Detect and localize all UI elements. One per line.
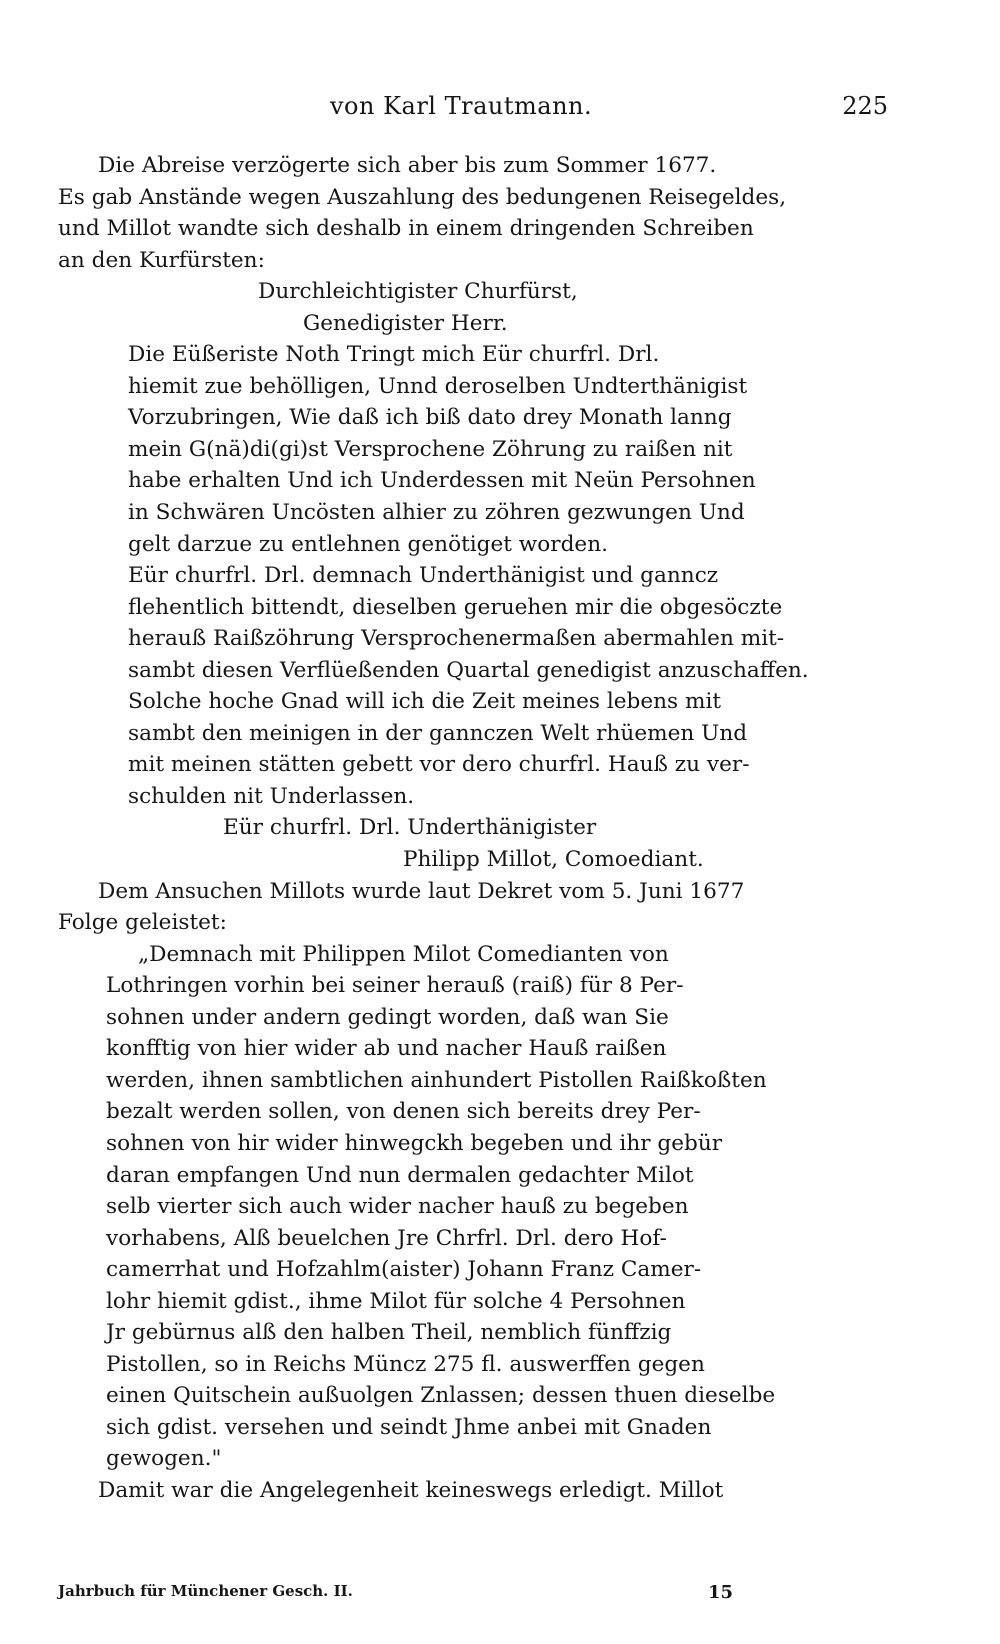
text-line: Vorzubringen, Wie daß ich biß dato drey Monath lanng [128,405,732,431]
page-header [130,92,890,132]
quote-line: camerrhat und Hofzahlm(aister) Johann Franz Camer- [106,1257,702,1283]
quote-line: sohnen under andern gedingt worden, daß wan Sie [106,1004,669,1030]
text-line: in Schwären Uncösten alhier zu zöhren gezwungen Und [128,500,745,526]
text-line: schulden nit Underlassen. [128,783,415,809]
text-line: sambt diesen Verflüeßenden Quartal genedigist anzuschaffen. [128,657,809,683]
quote-line: lohr hiemit gdist., ihme Milot für solche 4 Persohnen [106,1288,686,1314]
text-line: Dem Ansuchen Millots wurde laut Dekret vom 5. Juni 1677 [98,878,745,904]
text-line: mein G(nä)di(gi)st Versprochene Zöhrung zu raißen nit [128,436,733,462]
page-footer [58,1582,878,1612]
running-title: von Karl Trautmann. [330,92,593,120]
text-line: hiemit zue behölligen, Unnd deroselben Undterthänigist [128,373,748,399]
text-line: Die Abreise verzögerte sich aber bis zum Sommer 1677. [98,153,717,178]
text-line: flehentlich bittendt, dieselben geruehen mir die obgesöczte [128,594,783,620]
quote-line: vorhabens, Alß beuelchen Jre Chrfrl. Drl. dero Hof- [106,1225,667,1251]
quote-line: sich gdist. versehen und seindt Jhme anbei mit Gnaden [106,1414,712,1440]
letter-signature: Philipp Millot, Comoediant. [403,847,704,873]
quote-line: gewogen." [106,1446,222,1472]
text-line: Folge geleistet: [58,910,227,936]
text-line: und Millot wandte sich deshalb in einem dringenden Schreiben [58,216,754,242]
text-line: herauß Raißzöhrung Versprochenermaßen abermahlen mit- [128,626,785,652]
quote-line: konfftig von hier wider ab und nacher Hauß raißen [106,1036,667,1062]
text-line: Damit war die Angelegenheit keineswegs erledigt. Millot [98,1477,724,1503]
text-line: Eür churfrl. Drl. demnach Underthänigist und ganncz [128,563,719,589]
quote-line: werden, ihnen sambtlichen ainhundert Pistollen Raißkoßten [106,1067,767,1093]
text-line: Es gab Anstände wegen Auszahlung des bedungenen Reisegeldes, [58,184,787,210]
text-line: Solche hoche Gnad will ich die Zeit meines lebens mit [128,689,722,715]
quote-line: Jr gebürnus alß den halben Theil, nemblich fünffzig [106,1320,672,1346]
text-line: habe erhalten Und ich Underdessen mit Neün Persohnen [128,468,756,494]
signature-mark: 15 [708,1582,734,1603]
page-number: 225 [842,92,888,120]
quote-line: Pistollen, so in Reichs Müncz 275 fl. auswerffen gegen [106,1351,705,1377]
quote-line: selb vierter sich auch wider nacher hauß zu begeben [106,1194,689,1220]
text-line: gelt darzue zu entlehnen genötiget worden. [128,531,608,557]
quote-line: sohnen von hir wider hinwegckh begeben und ihr gebür [106,1130,723,1156]
letter-closing: Eür churfrl. Drl. Underthänigister [223,815,597,841]
quote-line: einen Quitschein außuolgen Znlassen; dessen thuen dieselbe [106,1383,776,1409]
text-line: sambt den meinigen in der gannczen Welt rhüemen Und [128,720,748,746]
text-line: Die Eüßeriste Noth Tringt mich Eür churfrl. Drl. [128,342,660,368]
quote-line: „Demnach mit Philippen Milot Comedianten von [138,941,669,967]
quote-line: bezalt werden sollen, von denen sich bereits drey Per- [106,1099,701,1125]
text-line: an den Kurfürsten: [58,247,265,273]
quote-line: daran empfangen Und nun dermalen gedachter Milot [106,1162,694,1188]
letter-salutation: Durchleichtigister Churfürst, [258,279,578,305]
footer-source: Jahrbuch für Münchener Gesch. II. [58,1582,353,1600]
quote-line: Lothringen vorhin bei seiner herauß (raiß) für 8 Per- [106,973,684,999]
letter-salutation: Genedigister Herr. [303,310,508,336]
body-text [58,150,878,1507]
text-line: mit meinen stätten gebett vor dero churfrl. Hauß zu ver- [128,752,750,778]
